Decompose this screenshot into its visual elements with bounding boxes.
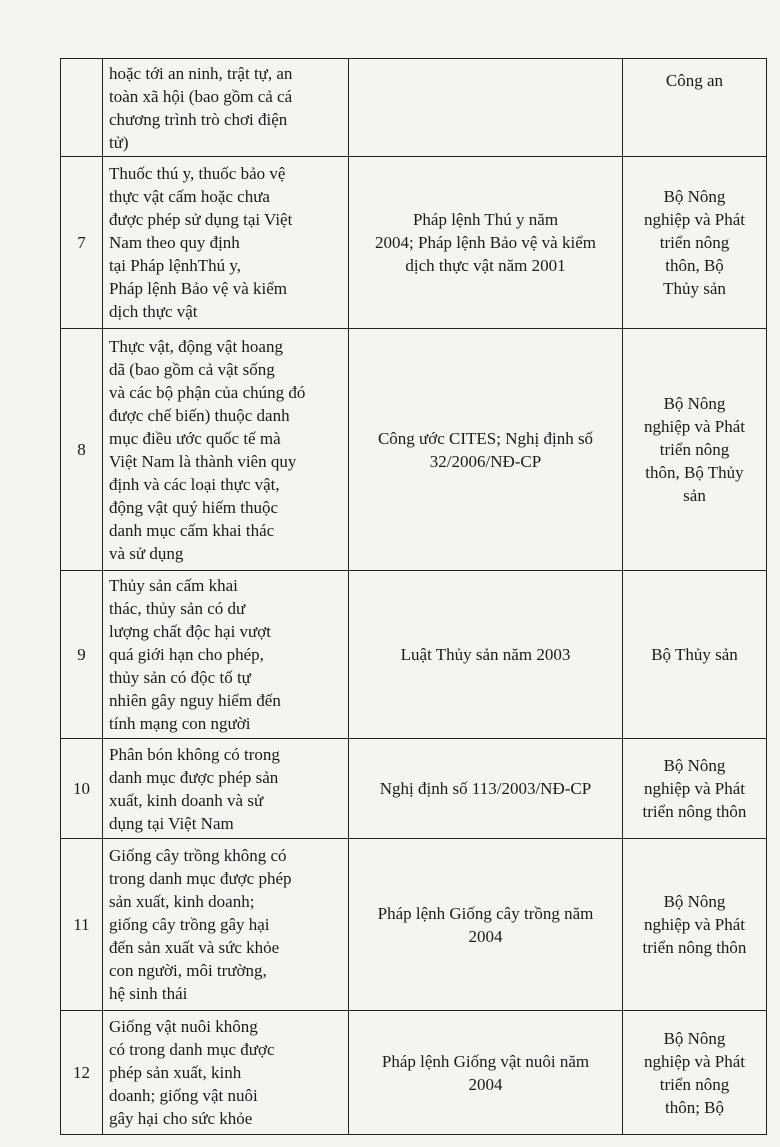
item-description: Thủy sản cấm khai thác, thủy sản có dư lượng chất độc hại vượt quá giới hạn cho phép, thủy sản có độc tố tự nhiên gây nguy hiểm đến tính mạng con người: [103, 571, 349, 739]
legal-basis: Pháp lệnh Thú y năm 2004; Pháp lệnh Bảo vệ và kiểm dịch thực vật năm 2001: [349, 157, 623, 329]
table-row: [61, 571, 767, 739]
table-row: [61, 1011, 767, 1135]
responsible-agency: Bộ Nông nghiệp và Phát triển nông thôn, Bộ Thủy sản: [623, 157, 767, 329]
responsible-agency: Bộ Nông nghiệp và Phát triển nông thôn: [623, 739, 767, 839]
responsible-agency: Công an: [623, 59, 767, 157]
legal-basis: Pháp lệnh Giống vật nuôi năm 2004: [349, 1011, 623, 1135]
responsible-agency: Bộ Thủy sản: [623, 571, 767, 739]
item-description: Giống vật nuôi không có trong danh mục được phép sản xuất, kinh doanh; giống vật nuôi gây hại cho sức khỏe: [103, 1011, 349, 1135]
row-number: [61, 59, 103, 157]
row-number: 12: [61, 1011, 103, 1135]
item-description: hoặc tới an ninh, trật tự, an toàn xã hội (bao gồm cả cá chương trình trò chơi điện tử): [103, 59, 349, 157]
item-description: Phân bón không có trong danh mục được phép sản xuất, kinh doanh và sử dụng tại Việt Nam: [103, 739, 349, 839]
legal-basis: Nghị định số 113/2003/NĐ-CP: [349, 739, 623, 839]
table-row: [61, 59, 767, 157]
item-description: Thuốc thú y, thuốc bảo vệ thực vật cấm hoặc chưa được phép sử dụng tại Việt Nam theo quy định tại Pháp lệnhThú y, Pháp lệnh Bảo vệ và kiểm dịch thực vật: [103, 157, 349, 329]
item-description: Giống cây trồng không có trong danh mục được phép sản xuất, kinh doanh; giống cây trồng gây hại đến sản xuất và sức khỏe con người, môi trường, hệ sinh thái: [103, 839, 349, 1011]
item-description: Thực vật, động vật hoang dã (bao gồm cả vật sống và các bộ phận của chúng đó được chế biến) thuộc danh mục điều ước quốc tế mà Việt Nam là thành viên quy định và các loại thực vật, động vật quý hiếm thuộc danh mục cấm khai thác và sử dụng: [103, 329, 349, 571]
table-row: [61, 739, 767, 839]
legal-basis: Công ước CITES; Nghị định số 32/2006/NĐ-CP: [349, 329, 623, 571]
row-number: 8: [61, 329, 103, 571]
row-number: 11: [61, 839, 103, 1011]
prohibited-goods-table: [60, 58, 767, 1135]
table-row: [61, 329, 767, 571]
row-number: 7: [61, 157, 103, 329]
legal-basis: Luật Thủy sản năm 2003: [349, 571, 623, 739]
row-number: 9: [61, 571, 103, 739]
responsible-agency: Bộ Nông nghiệp và Phát triển nông thôn; Bộ: [623, 1011, 767, 1135]
legal-basis: [349, 59, 623, 157]
responsible-agency: Bộ Nông nghiệp và Phát triển nông thôn: [623, 839, 767, 1011]
responsible-agency: Bộ Nông nghiệp và Phát triển nông thôn, Bộ Thủy sản: [623, 329, 767, 571]
legal-basis: Pháp lệnh Giống cây trồng năm 2004: [349, 839, 623, 1011]
table-row: [61, 157, 767, 329]
table-row: [61, 839, 767, 1011]
row-number: 10: [61, 739, 103, 839]
